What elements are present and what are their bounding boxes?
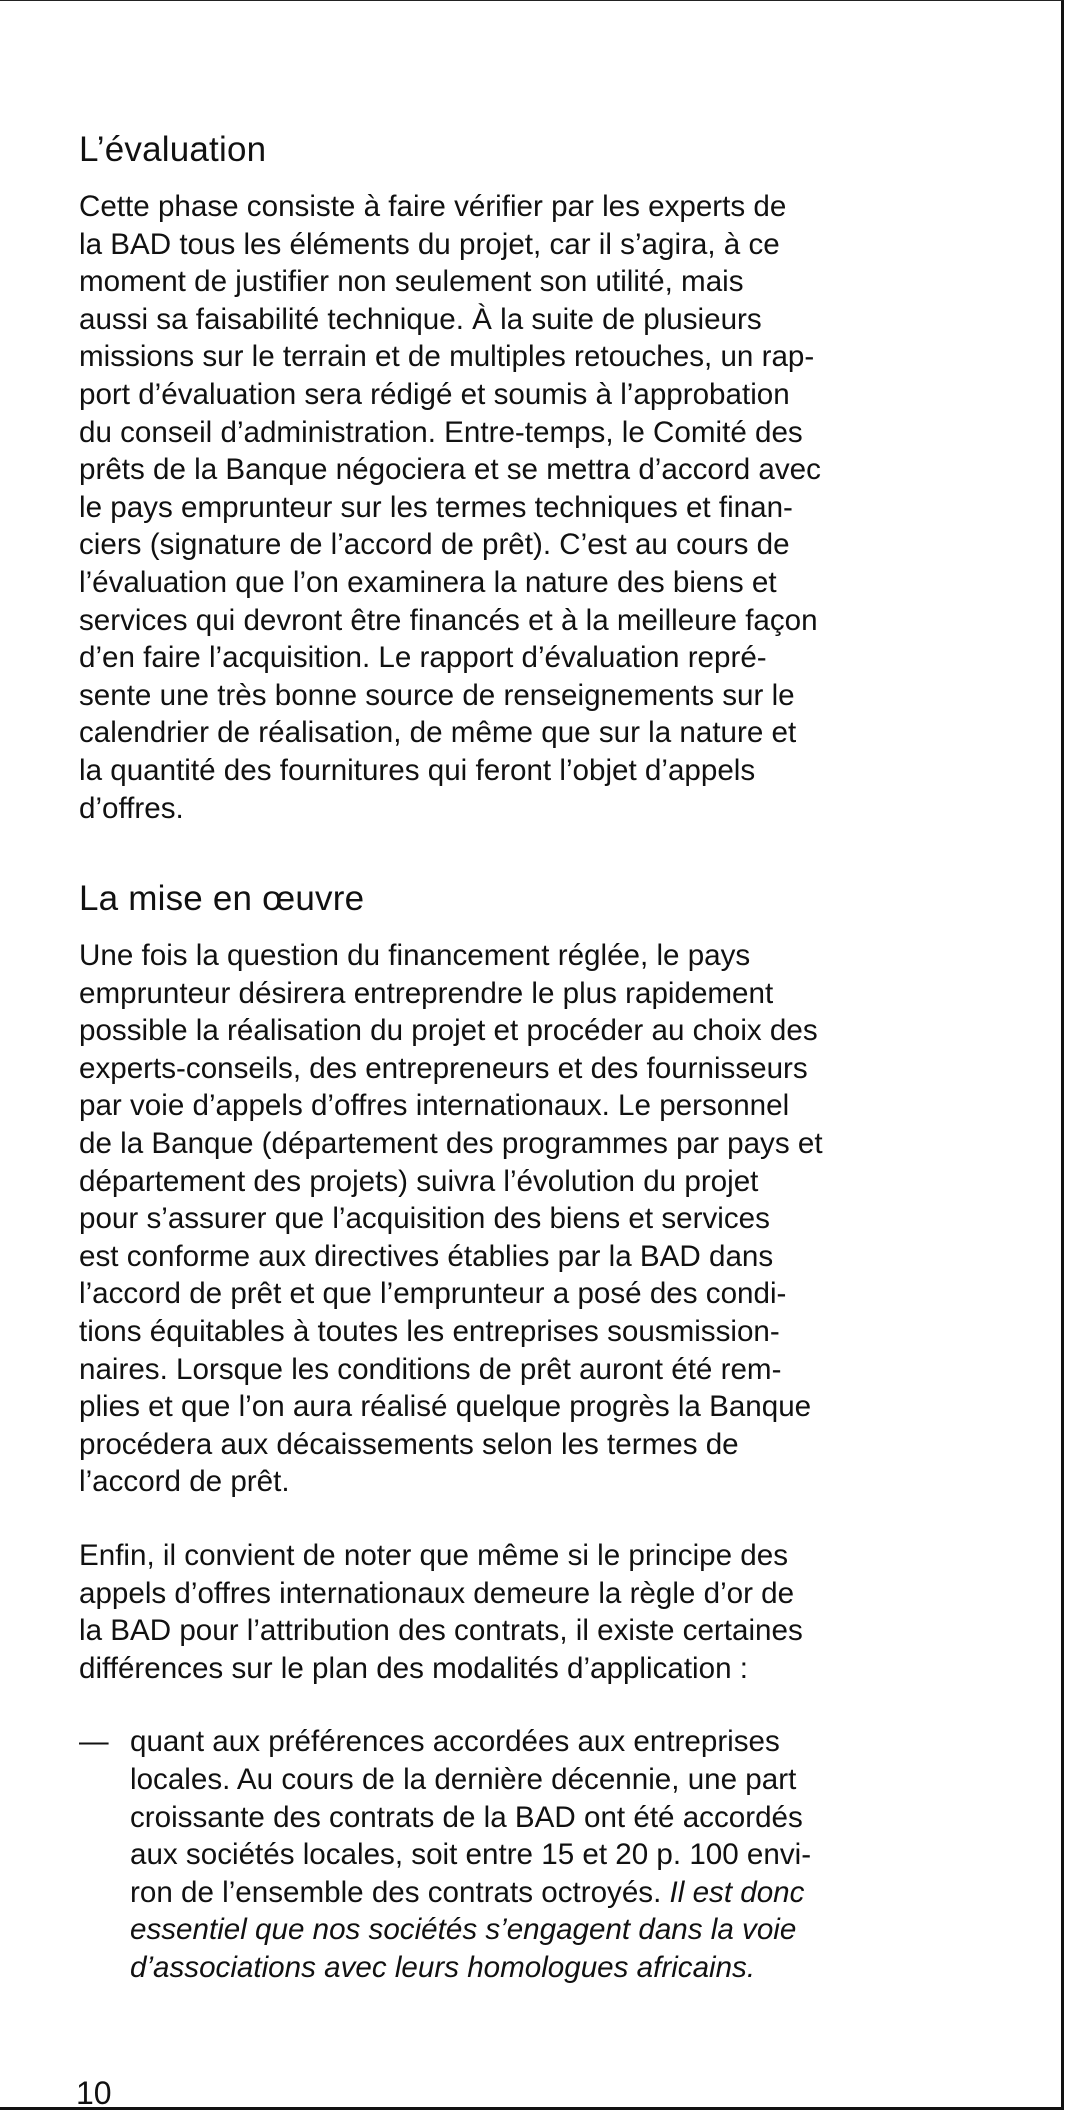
text-line: la BAD tous les éléments du projet, car il s’agira, à ce xyxy=(79,227,780,261)
bullet-text xyxy=(130,1723,984,1986)
text-line: Une fois la question du financement réglée, le pays xyxy=(79,939,751,973)
text-line: plies et que l’on aura réalisé quelque progrès la Banque xyxy=(79,1390,812,1424)
text-italic: Il est donc xyxy=(669,1875,805,1909)
section-evaluation xyxy=(79,128,984,827)
text-line: possible la réalisation du projet et procéder au choix des xyxy=(79,1014,818,1048)
text-line-mixed xyxy=(130,1874,984,1912)
text-line: d’en faire l’acquisition. Le rapport d’évaluation repré- xyxy=(79,641,767,675)
text-line: quant aux préférences accordées aux entreprises xyxy=(130,1725,780,1759)
text-line: par voie d’appels d’offres internationaux. Le personnel xyxy=(79,1089,790,1123)
paragraph-financement xyxy=(79,937,984,1501)
text-line: port d’évaluation sera rédigé et soumis à l’approbation xyxy=(79,377,790,411)
text-line: locales. Au cours de la dernière décennie, une part xyxy=(130,1762,797,1796)
section-mise-en-oeuvre xyxy=(79,877,984,1986)
text-line: tions équitables à toutes les entreprises sousmission- xyxy=(79,1315,780,1349)
text-line: experts-conseils, des entrepreneurs et des fournisseurs xyxy=(79,1051,808,1085)
text-line: sente une très bonne source de renseignements sur le xyxy=(79,678,795,712)
section-title-evaluation: L’évaluation xyxy=(79,130,267,169)
page-number: 10 xyxy=(76,2075,112,2111)
text-line: aux sociétés locales, soit entre 15 et 20 p. 100 envi- xyxy=(130,1838,812,1872)
document-body xyxy=(79,128,984,1987)
text-regular: ron de l’ensemble des contrats octroyés. xyxy=(130,1875,670,1909)
text-line: l’accord de prêt et que l’emprunteur a posé des condi- xyxy=(79,1277,787,1311)
text-line: la quantité des fournitures qui feront l’objet d’appels xyxy=(79,753,756,787)
text-line: le pays emprunteur sur les termes techniques et finan- xyxy=(79,490,793,524)
text-line: ciers (signature de l’accord de prêt). C’est au cours de xyxy=(79,528,790,562)
text-line: Cette phase consiste à faire vérifier par les experts de xyxy=(79,190,787,223)
text-line: l’accord de prêt. xyxy=(79,1465,290,1499)
text-line: croissante des contrats de la BAD ont été accordés xyxy=(130,1800,803,1834)
text-line: du conseil d’administration. Entre-temps, le Comité des xyxy=(79,415,803,449)
text-line: services qui devront être financés et à la meilleure façon xyxy=(79,603,818,637)
text-line: est conforme aux directives établies par la BAD dans xyxy=(79,1239,774,1273)
text-line: Enfin, il convient de noter que même si le principe des xyxy=(79,1539,788,1572)
text-line: moment de justifier non seulement son utilité, mais xyxy=(79,265,744,299)
text-line: prêts de la Banque négociera et se mettra d’accord avec xyxy=(79,453,821,487)
text-line: d’offres. xyxy=(79,791,184,825)
paragraph-evaluation xyxy=(79,188,984,827)
text-line: procédera aux décaissements selon les termes de xyxy=(79,1427,739,1461)
text-line: d’associations avec leurs homologues africains. xyxy=(130,1950,756,1984)
bullet-dash: — xyxy=(79,1725,109,1759)
paragraph-enfin xyxy=(79,1537,984,1687)
bullet-preferences xyxy=(79,1723,984,1986)
text-line: naires. Lorsque les conditions de prêt auront été rem- xyxy=(79,1352,782,1386)
text-line: missions sur le terrain et de multiples retouches, un rap- xyxy=(79,340,815,374)
text-line: différences sur le plan des modalités d’application : xyxy=(79,1651,748,1685)
text-line: l’évaluation que l’on examinera la nature des biens et xyxy=(79,565,777,599)
text-line: emprunteur désirera entreprendre le plus rapidement xyxy=(79,976,774,1010)
text-line: calendrier de réalisation, de même que sur la nature et xyxy=(79,716,797,750)
text-line: essentiel que nos sociétés s’engagent dans la voie xyxy=(130,1913,797,1947)
text-line: appels d’offres internationaux demeure la règle d’or de xyxy=(79,1576,795,1610)
section-title-mise-en-oeuvre: La mise en œuvre xyxy=(79,879,365,919)
text-line: département des projets) suivra l’évolution du projet xyxy=(79,1164,759,1198)
text-line: de la Banque (département des programmes par pays et xyxy=(79,1127,823,1161)
text-line: aussi sa faisabilité technique. À la suite de plusieurs xyxy=(79,302,762,336)
text-line: pour s’assurer que l’acquisition des biens et services xyxy=(79,1202,770,1236)
text-line: la BAD pour l’attribution des contrats, il existe certaines xyxy=(79,1614,803,1648)
